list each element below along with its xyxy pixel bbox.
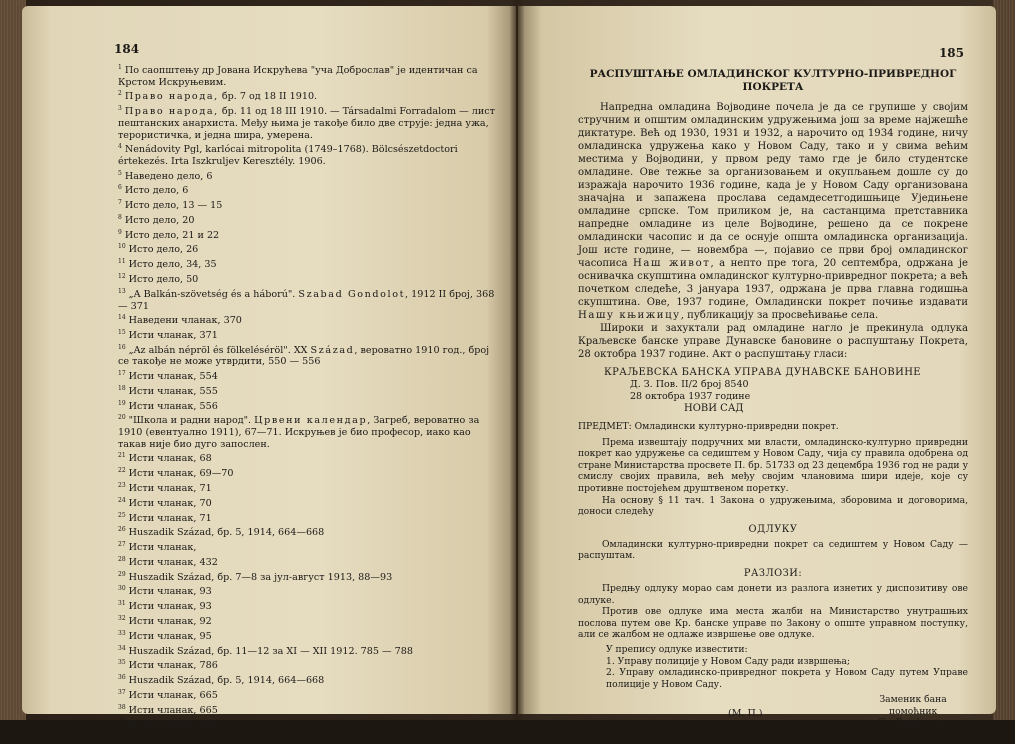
footnote-text: Исто дело, 6 — [124, 185, 189, 197]
footnote-text: Исти чланак, 70 — [128, 497, 212, 509]
footnote — [118, 628, 498, 643]
footnote-number: 5 — [118, 169, 122, 177]
footnote-text-after: , Загреб, вероватно за 1910 (евентуално 1911), 67—71. Искруњев је био професор, иако као такав није био дуго запослен. — [118, 415, 480, 450]
notify-line: У препису одлуке известити: — [606, 643, 748, 655]
notify-item-1: 1. Управу полиције у Новом Саду ради извршења; — [606, 655, 850, 667]
signatory — [878, 694, 948, 729]
footnote-text: бр. 7 од 18 II 1910. — [218, 91, 318, 103]
footnote-number: 2 — [118, 90, 122, 98]
footnote — [118, 398, 498, 413]
right-page-edges — [993, 0, 1015, 720]
footnote — [118, 141, 498, 167]
right-page-content — [578, 68, 968, 744]
footnote-text: Исти чланак, 93 — [128, 601, 212, 613]
decree-paragraph-1: Према извештају подручних ми власти, омладинско-културно привредни покрет као удружење са седиштем у Новом Саду, чија су правила одобрена од стране Министарства просвете П. бр. 51733 од 23 децембра 1936 год не ради у смислу својих правила, већ међу својим члановима шири идеје, које су противне постојећем друштвеном поретку. — [578, 436, 968, 494]
footnote — [118, 256, 498, 271]
footnote — [118, 88, 498, 103]
footnote — [118, 598, 498, 613]
footnote — [118, 613, 498, 628]
left-page-number: 184 — [114, 42, 140, 56]
footnote-number: 39 — [118, 718, 126, 726]
footnote-number: 34 — [118, 644, 126, 652]
decree-paragraph-4: Предњу одлуку морао сам донети из разлога изнетих у диспозитиву ове одлуке. — [578, 582, 968, 606]
footnote-text: Исти чланак, 92 — [128, 616, 212, 628]
footnote-number: 31 — [118, 600, 126, 608]
decree-header-city: НОВИ САД — [684, 403, 744, 414]
footnote-text: Исто дело, 26 — [128, 244, 199, 256]
footnote-number: 6 — [118, 184, 122, 192]
footnote-number: 36 — [118, 674, 126, 682]
footnote-number: 38 — [118, 703, 126, 711]
footnote — [118, 450, 498, 465]
decree-paragraph-2: На основу § 11 тач. 1 Закона о удружењима, зборовима и договорима, доноси следећу — [578, 494, 968, 518]
footnote — [118, 539, 498, 554]
footnote — [118, 643, 498, 658]
footnote-text: Исти чланак, 68 — [128, 453, 212, 465]
chapter-title-line2: ПОКРЕТА — [742, 80, 804, 93]
footnote-text-spaced: Право народа, — [124, 106, 219, 118]
chapter-title-line1: РАСПУШТАЊЕ ОМЛАДИНСКОГ КУЛТУРНО-ПРИВРЕДНОГ — [589, 68, 957, 80]
footnote — [118, 168, 498, 183]
footnote-text: Исти чланак, 666 — [128, 719, 218, 731]
footnote — [118, 480, 498, 495]
footnote-number: 10 — [118, 243, 126, 251]
signatory-title: Заменик бана — [879, 694, 947, 706]
footnote — [118, 569, 498, 584]
footnote-number: 24 — [118, 496, 126, 504]
footnote-number: 37 — [118, 688, 126, 696]
footnote-number: 18 — [118, 384, 126, 392]
right-page-number: 185 — [938, 46, 964, 60]
footnote-text: Исто дело, 20 — [124, 215, 195, 227]
footnote-text: Исто дело, 50 — [128, 274, 199, 286]
footnote-number: 26 — [118, 526, 126, 534]
notify-item-2: 2. Управу омладинско-привредног покрета у Новом Саду путем Управе полиције у Новом Саду. — [606, 667, 968, 690]
signature-block — [578, 694, 968, 744]
footnote-number: 29 — [118, 570, 126, 578]
paragraph-2: Широки и захуктали рад омладине нагло је прекинула одлука Краљевске банске управе Дунавске бановине о распуштању Покрета, 28 октобра 1937 године. Акт о распуштању гласи: — [578, 323, 968, 360]
footnote-number: 23 — [118, 481, 126, 489]
footnote — [118, 368, 498, 383]
footnote-number: 3 — [118, 105, 122, 113]
footnote-number: 11 — [118, 258, 126, 266]
footnote-text: Huszadik Század, бр. 7—8 за јул-август 1913, 88—93 — [128, 571, 393, 583]
book-spine — [510, 0, 524, 720]
footnote — [118, 702, 498, 717]
right-page — [518, 6, 996, 729]
footnote-text: Исти чланак, 786 — [128, 660, 218, 672]
footnote-text: Исто дело, 13 — 15 — [124, 200, 223, 212]
footnote-number: 17 — [118, 370, 126, 378]
footnote — [118, 286, 498, 312]
footnote-text: Исти чланак, 69—70 — [128, 468, 234, 480]
footnote — [118, 716, 498, 731]
left-page — [22, 6, 516, 731]
signatory-name: Св. Рајић, с. р. — [878, 717, 949, 729]
paragraph-1-journal: Наш живот — [633, 258, 711, 269]
reasons-heading: РАЗЛОЗИ: — [743, 567, 803, 579]
footnote-text: Исти чланак, 554 — [128, 371, 218, 383]
footnote-number: 16 — [118, 343, 126, 351]
footnote-number: 25 — [118, 511, 126, 519]
footnote — [118, 554, 498, 569]
decision-heading: ОДЛУКУ — [748, 523, 798, 535]
footnote — [118, 583, 498, 598]
footnote-text: Исти чланак, — [128, 542, 197, 554]
footnote — [118, 197, 498, 212]
footnote-text: бр. 11 од 18 III 1910. — Társadalmi Forradalom — лист пештанских анархиста. Међу њима је такође било две струје: једна ужа, терористичка, и једна шира, умерена. — [118, 106, 495, 141]
footnote-text: Исти чланак, 665 — [128, 690, 218, 702]
seal-mark: (М. П.) — [728, 708, 763, 720]
decree-header-number: Д. З. Пов. II/2 број 8540 — [630, 379, 749, 390]
footnote — [118, 524, 498, 539]
footnote — [118, 465, 498, 480]
footnote — [118, 383, 498, 398]
footnote-text-spaced: Право народа, — [124, 91, 219, 103]
paragraph-1-text: Напредна омладина Војводине почела је да се групише у својим стручним и општим омладинским удружењима још за време најжешће диктатуре. Већ од 1930, 1931 и 1932, а нарочито од 1934 године, ничу омладинска удружења како у Новом Саду, тако и у свима већим местима у Војводини, у првом реду тамо где је било студентске омладине. Ове тежње за организовањем и окупљањем дошле су до изражаја нарочито 1936 године, када је у Новом Саду организована значајна и запажена прослава седамдесетгодишњице Уједињене омладине српске. Том приликом је, на састанцима претставника напредне омладине из целе Војводине, решено да се покрене омладински часопис и да се оснује општа омладинска организација. Још исте године, — новембра —, појавио се први број омладинског часописа — [578, 102, 968, 269]
footnote-number: 32 — [118, 614, 126, 622]
footnote — [118, 510, 498, 525]
footnote-number: 13 — [118, 287, 126, 295]
footnote-number: 27 — [118, 541, 126, 549]
footnote-number: 9 — [118, 228, 122, 236]
footnote-text: По саопштењу др Јована Искрућева "уча Доброслав" је идентичан са Крстом Искруњевим. — [118, 65, 478, 88]
footnote-text-spaced: Szabad Gondolot — [298, 288, 406, 300]
footnote-text: „Az albán népröl és fölkeléséröl". XX — [128, 344, 311, 356]
footnote — [118, 657, 498, 672]
footnote-text-after: , вероватно 1910 год., број се такође не може утврдити, 550 — 556 — [118, 344, 490, 368]
footnote-text: Nenádovity Pgl, karlócai mitropolita (1749–1768). Bölcsészetdoctori értekezés. Irta Iszkruljev Keresztély. 1906. — [118, 144, 458, 167]
footnote-text: Исти чланак, 71 — [128, 483, 212, 495]
footnote-number: 19 — [118, 399, 126, 407]
footnote-number: 15 — [118, 328, 126, 336]
footnote — [118, 212, 498, 227]
footnote-number: 33 — [118, 629, 126, 637]
footnote-text: Huszadik Század, бр. 5, 1914, 664—668 — [128, 675, 325, 687]
footnote-number: 12 — [118, 272, 126, 280]
footnote-text: Исти чланак, 95 — [128, 630, 212, 642]
footnote — [118, 62, 498, 88]
footnote-text-spaced: Század — [310, 344, 355, 356]
footnote — [118, 342, 498, 368]
footnote — [118, 271, 498, 286]
decree-subject: ПРЕДМЕТ: Омладински културно-привредни покрет. — [578, 421, 839, 432]
footnote-text: Исто дело, 34, 35 — [128, 259, 217, 271]
footnote-number: 30 — [118, 585, 126, 593]
footnote-number: 8 — [118, 213, 122, 221]
footnote — [118, 327, 498, 342]
chapter-title — [578, 68, 968, 93]
footnote-text-spaced: Црвени календар — [254, 415, 368, 427]
footnote-number: 14 — [118, 314, 126, 322]
footnote-text: Исти чланак, 556 — [128, 400, 218, 412]
footnote-text-after: , 1912 II број, 368 — 371 — [118, 288, 495, 312]
paragraph-1-publication: Нашу књижицу — [578, 310, 681, 321]
footnote — [118, 241, 498, 256]
footnote-text: „A Balkán-szövetség és a háború". — [128, 288, 299, 300]
footnote-text: Исти чланак, 371 — [128, 330, 218, 342]
footnote-text: Наведено дело, 6 — [124, 170, 213, 182]
footnote-number: 21 — [118, 452, 126, 460]
footnote — [118, 227, 498, 242]
footnote-text: Исти чланак, 93 — [128, 586, 212, 598]
footnote-number: 4 — [118, 143, 122, 151]
paragraph-1 — [578, 101, 968, 322]
paragraph-1-tail: , публикацију за просвећивање села. — [680, 310, 879, 321]
decree-header-date: 28 октобра 1937 године — [630, 391, 751, 402]
footnote-number: 7 — [118, 199, 122, 207]
footnote-text: "Школа и радни народ". — [128, 415, 255, 427]
footnote — [118, 103, 498, 141]
footnote-text: Наведени чланак, 370 — [128, 315, 242, 327]
footnote — [118, 672, 498, 687]
footnote-text: Исти чланак, 555 — [128, 386, 218, 398]
footnote — [118, 412, 498, 450]
footnote-number: 28 — [118, 555, 126, 563]
footnote-text: Исти чланак, 71 — [128, 512, 212, 524]
signatory-role: помоћник — [888, 705, 938, 717]
footnote — [118, 495, 498, 510]
footnote-text: Huszadik Század, бр. 11—12 за XI — XII 1912. 785 — 788 — [128, 645, 413, 657]
footnote-number: 20 — [118, 414, 126, 422]
footnote-number: 35 — [118, 659, 126, 667]
footnote-number: 1 — [118, 64, 122, 71]
paragraph-1-end: , а непто пре тога, 20 септембра, одржана је оснивачка скупштина омладинског културно-привредног покрета; а већ почетком следеће, 3 јануара 1937, одржана је прва главна годишња скупштина. Ове, 1937 године, Омладински покрет почиње издавати — [578, 258, 968, 308]
footnotes-list — [118, 62, 498, 731]
decree-paragraph-3: Омладински културно-привредни покрет са седиштем у Новом Саду — распуштам. — [578, 538, 968, 562]
footnote-text: Huszadik Század, бр. 5, 1914, 664—668 — [128, 527, 325, 539]
footnote — [118, 312, 498, 327]
footnote-text: Исти чланак, 665 — [128, 704, 218, 716]
decree-header — [604, 367, 968, 415]
decree-paragraph-5: Против ове одлуке има места жалби на Министарство унутрашњих послова путем ове Кр. банске управе по Закону о опште управном поступку, али се жалбом не одлаже извршење ове одлуке. — [578, 606, 968, 641]
footnote-text: Исто дело, 21 и 22 — [124, 229, 220, 241]
decree-header-authority: КРАЉЕВСКА БАНСКА УПРАВА ДУНАВСКЕ БАНОВИНЕ — [604, 367, 922, 378]
footnote — [118, 182, 498, 197]
footnote — [118, 687, 498, 702]
footnote-text: Исти чланак, 432 — [128, 557, 218, 569]
footnote-number: 22 — [118, 467, 126, 475]
